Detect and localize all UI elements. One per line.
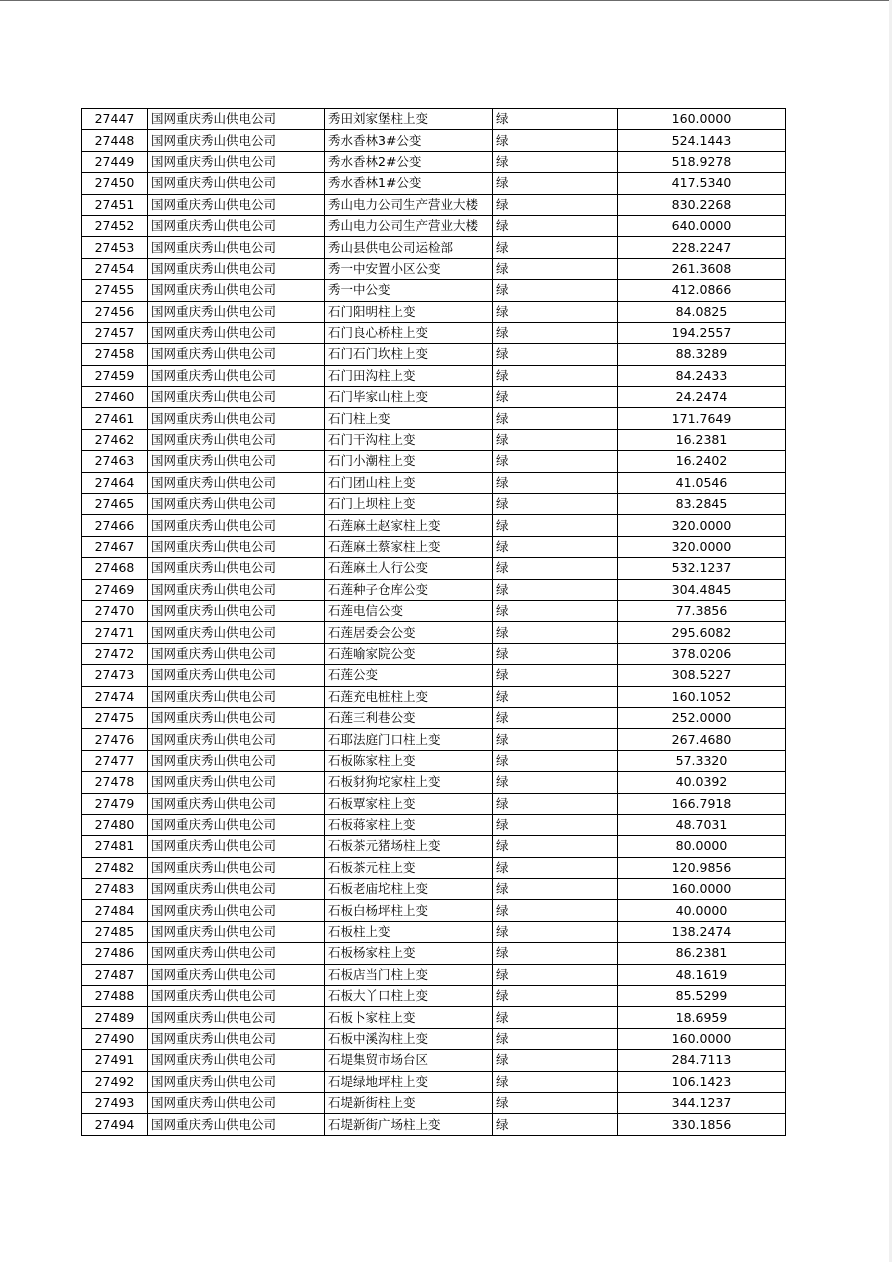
- cell-id: 27494: [82, 1114, 148, 1135]
- table-row: [82, 408, 786, 429]
- cell-value: 84.0825: [618, 301, 786, 322]
- cell-status: 绿: [493, 900, 618, 921]
- table-row: [82, 151, 786, 172]
- cell-id: 27452: [82, 215, 148, 236]
- cell-station-name: 秀山县供电公司运检部: [325, 237, 493, 258]
- cell-status: 绿: [493, 600, 618, 621]
- cell-company: 国网重庆秀山供电公司: [148, 365, 325, 386]
- cell-status: 绿: [493, 558, 618, 579]
- cell-status: 绿: [493, 707, 618, 728]
- cell-value: 48.1619: [618, 964, 786, 985]
- table-row: [82, 579, 786, 600]
- cell-value: 84.2433: [618, 365, 786, 386]
- cell-company: 国网重庆秀山供电公司: [148, 451, 325, 472]
- cell-value: 228.2247: [618, 237, 786, 258]
- table-row: [82, 943, 786, 964]
- cell-id: 27490: [82, 1028, 148, 1049]
- cell-id: 27464: [82, 472, 148, 493]
- cell-status: 绿: [493, 1092, 618, 1113]
- cell-value: 48.7031: [618, 814, 786, 835]
- cell-station-name: 石莲充电桩柱上变: [325, 686, 493, 707]
- cell-station-name: 石板陈家柱上变: [325, 750, 493, 771]
- cell-status: 绿: [493, 237, 618, 258]
- cell-station-name: 秀一中安置小区公变: [325, 258, 493, 279]
- table-row: [82, 451, 786, 472]
- table-row: [82, 729, 786, 750]
- table-row: [82, 429, 786, 450]
- cell-company: 国网重庆秀山供电公司: [148, 943, 325, 964]
- cell-company: 国网重庆秀山供电公司: [148, 686, 325, 707]
- table-row: [82, 1028, 786, 1049]
- table-row: [82, 215, 786, 236]
- table-row: [82, 750, 786, 771]
- table-row: [82, 1114, 786, 1135]
- cell-station-name: 秀水香林1#公变: [325, 173, 493, 194]
- cell-station-name: 石门石门坎柱上变: [325, 344, 493, 365]
- cell-id: 27484: [82, 900, 148, 921]
- cell-value: 16.2381: [618, 429, 786, 450]
- cell-status: 绿: [493, 921, 618, 942]
- cell-id: 27456: [82, 301, 148, 322]
- table-row: [82, 173, 786, 194]
- cell-company: 国网重庆秀山供电公司: [148, 707, 325, 728]
- cell-station-name: 石耶法庭门口柱上变: [325, 729, 493, 750]
- cell-company: 国网重庆秀山供电公司: [148, 494, 325, 515]
- cell-station-name: 石门柱上变: [325, 408, 493, 429]
- cell-station-name: 石莲电信公变: [325, 600, 493, 621]
- cell-status: 绿: [493, 173, 618, 194]
- cell-company: 国网重庆秀山供电公司: [148, 151, 325, 172]
- cell-station-name: 石莲居委会公变: [325, 622, 493, 643]
- cell-status: 绿: [493, 258, 618, 279]
- cell-value: 267.4680: [618, 729, 786, 750]
- cell-status: 绿: [493, 579, 618, 600]
- cell-id: 27482: [82, 857, 148, 878]
- table-row: [82, 1071, 786, 1092]
- cell-status: 绿: [493, 1114, 618, 1135]
- cell-id: 27459: [82, 365, 148, 386]
- cell-company: 国网重庆秀山供电公司: [148, 194, 325, 215]
- cell-station-name: 石堤集贸市场台区: [325, 1050, 493, 1071]
- cell-station-name: 石板店当门柱上变: [325, 964, 493, 985]
- cell-value: 85.5299: [618, 986, 786, 1007]
- cell-status: 绿: [493, 536, 618, 557]
- cell-id: 27488: [82, 986, 148, 1007]
- cell-id: 27493: [82, 1092, 148, 1113]
- cell-value: 40.0000: [618, 900, 786, 921]
- table-row: [82, 879, 786, 900]
- table-row: [82, 964, 786, 985]
- cell-status: 绿: [493, 387, 618, 408]
- cell-status: 绿: [493, 515, 618, 536]
- cell-company: 国网重庆秀山供电公司: [148, 515, 325, 536]
- cell-station-name: 石板茶元柱上变: [325, 857, 493, 878]
- cell-station-name: 石门良心桥柱上变: [325, 322, 493, 343]
- page-top-border: [0, 0, 892, 1]
- cell-id: 27474: [82, 686, 148, 707]
- table-row: [82, 365, 786, 386]
- table-row: [82, 643, 786, 664]
- cell-id: 27487: [82, 964, 148, 985]
- cell-company: 国网重庆秀山供电公司: [148, 772, 325, 793]
- cell-id: 27468: [82, 558, 148, 579]
- cell-value: 532.1237: [618, 558, 786, 579]
- cell-id: 27451: [82, 194, 148, 215]
- cell-value: 86.2381: [618, 943, 786, 964]
- cell-id: 27458: [82, 344, 148, 365]
- cell-status: 绿: [493, 344, 618, 365]
- cell-value: 160.0000: [618, 879, 786, 900]
- cell-station-name: 秀水香林2#公变: [325, 151, 493, 172]
- cell-value: 171.7649: [618, 408, 786, 429]
- cell-value: 18.6959: [618, 1007, 786, 1028]
- cell-company: 国网重庆秀山供电公司: [148, 600, 325, 621]
- cell-value: 160.0000: [618, 1028, 786, 1049]
- cell-company: 国网重庆秀山供电公司: [148, 536, 325, 557]
- cell-value: 24.2474: [618, 387, 786, 408]
- cell-value: 138.2474: [618, 921, 786, 942]
- cell-value: 41.0546: [618, 472, 786, 493]
- cell-company: 国网重庆秀山供电公司: [148, 1007, 325, 1028]
- cell-status: 绿: [493, 814, 618, 835]
- cell-company: 国网重庆秀山供电公司: [148, 558, 325, 579]
- cell-station-name: 石板豺狗坨家柱上变: [325, 772, 493, 793]
- cell-station-name: 石板白杨坪柱上变: [325, 900, 493, 921]
- cell-station-name: 石莲麻土蔡家柱上变: [325, 536, 493, 557]
- cell-company: 国网重庆秀山供电公司: [148, 429, 325, 450]
- cell-id: 27455: [82, 280, 148, 301]
- cell-station-name: 石板杨家柱上变: [325, 943, 493, 964]
- cell-status: 绿: [493, 109, 618, 130]
- cell-status: 绿: [493, 750, 618, 771]
- cell-station-name: 石莲麻土人行公变: [325, 558, 493, 579]
- cell-id: 27469: [82, 579, 148, 600]
- cell-id: 27489: [82, 1007, 148, 1028]
- cell-company: 国网重庆秀山供电公司: [148, 921, 325, 942]
- cell-company: 国网重庆秀山供电公司: [148, 215, 325, 236]
- cell-value: 106.1423: [618, 1071, 786, 1092]
- cell-status: 绿: [493, 215, 618, 236]
- cell-status: 绿: [493, 1071, 618, 1092]
- cell-status: 绿: [493, 879, 618, 900]
- cell-status: 绿: [493, 836, 618, 857]
- cell-station-name: 石堤新街柱上变: [325, 1092, 493, 1113]
- cell-station-name: 石堤新街广场柱上变: [325, 1114, 493, 1135]
- cell-value: 252.0000: [618, 707, 786, 728]
- cell-company: 国网重庆秀山供电公司: [148, 280, 325, 301]
- cell-company: 国网重庆秀山供电公司: [148, 322, 325, 343]
- cell-value: 83.2845: [618, 494, 786, 515]
- cell-company: 国网重庆秀山供电公司: [148, 836, 325, 857]
- cell-company: 国网重庆秀山供电公司: [148, 857, 325, 878]
- cell-status: 绿: [493, 429, 618, 450]
- table-row: [82, 1092, 786, 1113]
- table-row: [82, 665, 786, 686]
- cell-status: 绿: [493, 665, 618, 686]
- cell-status: 绿: [493, 194, 618, 215]
- cell-company: 国网重庆秀山供电公司: [148, 729, 325, 750]
- cell-value: 308.5227: [618, 665, 786, 686]
- table-row: [82, 1050, 786, 1071]
- table-row: [82, 258, 786, 279]
- cell-station-name: 石堤绿地坪柱上变: [325, 1071, 493, 1092]
- cell-company: 国网重庆秀山供电公司: [148, 237, 325, 258]
- cell-station-name: 秀山电力公司生产营业大楼: [325, 194, 493, 215]
- cell-status: 绿: [493, 793, 618, 814]
- cell-company: 国网重庆秀山供电公司: [148, 579, 325, 600]
- cell-id: 27463: [82, 451, 148, 472]
- cell-id: 27491: [82, 1050, 148, 1071]
- table-row: [82, 472, 786, 493]
- cell-id: 27460: [82, 387, 148, 408]
- cell-id: 27466: [82, 515, 148, 536]
- cell-status: 绿: [493, 1050, 618, 1071]
- cell-station-name: 石板中溪沟柱上变: [325, 1028, 493, 1049]
- table-row: [82, 686, 786, 707]
- cell-value: 640.0000: [618, 215, 786, 236]
- cell-station-name: 秀水香林3#公变: [325, 130, 493, 151]
- cell-station-name: 石门上坝柱上变: [325, 494, 493, 515]
- cell-station-name: 石板柱上变: [325, 921, 493, 942]
- cell-id: 27461: [82, 408, 148, 429]
- cell-value: 16.2402: [618, 451, 786, 472]
- cell-company: 国网重庆秀山供电公司: [148, 301, 325, 322]
- cell-company: 国网重庆秀山供电公司: [148, 408, 325, 429]
- cell-status: 绿: [493, 964, 618, 985]
- cell-station-name: 石板大丫口柱上变: [325, 986, 493, 1007]
- cell-status: 绿: [493, 622, 618, 643]
- table-row: [82, 1007, 786, 1028]
- table-row: [82, 194, 786, 215]
- cell-value: 524.1443: [618, 130, 786, 151]
- cell-company: 国网重庆秀山供电公司: [148, 900, 325, 921]
- cell-station-name: 秀田刘家堡柱上变: [325, 109, 493, 130]
- cell-status: 绿: [493, 130, 618, 151]
- cell-value: 412.0866: [618, 280, 786, 301]
- cell-station-name: 石板蒋家柱上变: [325, 814, 493, 835]
- cell-status: 绿: [493, 686, 618, 707]
- table-row: [82, 622, 786, 643]
- cell-id: 27483: [82, 879, 148, 900]
- table-row: [82, 280, 786, 301]
- cell-id: 27480: [82, 814, 148, 835]
- cell-status: 绿: [493, 1007, 618, 1028]
- cell-company: 国网重庆秀山供电公司: [148, 750, 325, 771]
- cell-value: 518.9278: [618, 151, 786, 172]
- cell-id: 27448: [82, 130, 148, 151]
- cell-station-name: 石莲三利巷公变: [325, 707, 493, 728]
- cell-id: 27471: [82, 622, 148, 643]
- cell-status: 绿: [493, 772, 618, 793]
- cell-value: 284.7113: [618, 1050, 786, 1071]
- cell-company: 国网重庆秀山供电公司: [148, 344, 325, 365]
- table-row: [82, 772, 786, 793]
- cell-value: 160.0000: [618, 109, 786, 130]
- cell-status: 绿: [493, 322, 618, 343]
- cell-station-name: 石板茶元猪场柱上变: [325, 836, 493, 857]
- table-row: [82, 387, 786, 408]
- table-row: [82, 301, 786, 322]
- cell-id: 27450: [82, 173, 148, 194]
- cell-id: 27462: [82, 429, 148, 450]
- cell-id: 27479: [82, 793, 148, 814]
- cell-company: 国网重庆秀山供电公司: [148, 879, 325, 900]
- cell-station-name: 石板卜家柱上变: [325, 1007, 493, 1028]
- cell-value: 830.2268: [618, 194, 786, 215]
- cell-value: 80.0000: [618, 836, 786, 857]
- cell-company: 国网重庆秀山供电公司: [148, 986, 325, 1007]
- cell-id: 27485: [82, 921, 148, 942]
- cell-value: 304.4845: [618, 579, 786, 600]
- cell-status: 绿: [493, 1028, 618, 1049]
- table-row: [82, 130, 786, 151]
- table-row: [82, 921, 786, 942]
- cell-company: 国网重庆秀山供电公司: [148, 173, 325, 194]
- cell-company: 国网重庆秀山供电公司: [148, 109, 325, 130]
- cell-value: 160.1052: [618, 686, 786, 707]
- cell-value: 320.0000: [618, 536, 786, 557]
- cell-station-name: 石莲公变: [325, 665, 493, 686]
- cell-company: 国网重庆秀山供电公司: [148, 387, 325, 408]
- cell-company: 国网重庆秀山供电公司: [148, 643, 325, 664]
- cell-id: 27465: [82, 494, 148, 515]
- cell-id: 27457: [82, 322, 148, 343]
- cell-value: 378.0206: [618, 643, 786, 664]
- cell-id: 27454: [82, 258, 148, 279]
- table-row: [82, 600, 786, 621]
- cell-id: 27476: [82, 729, 148, 750]
- cell-station-name: 石门毕家山柱上变: [325, 387, 493, 408]
- cell-status: 绿: [493, 643, 618, 664]
- cell-status: 绿: [493, 729, 618, 750]
- cell-station-name: 石板老庙坨柱上变: [325, 879, 493, 900]
- cell-station-name: 石莲种子仓库公变: [325, 579, 493, 600]
- cell-id: 27472: [82, 643, 148, 664]
- cell-id: 27470: [82, 600, 148, 621]
- cell-station-name: 秀山电力公司生产营业大楼: [325, 215, 493, 236]
- table-row: [82, 536, 786, 557]
- cell-station-name: 石门田沟柱上变: [325, 365, 493, 386]
- cell-value: 330.1856: [618, 1114, 786, 1135]
- cell-value: 344.1237: [618, 1092, 786, 1113]
- cell-station-name: 石门阳明柱上变: [325, 301, 493, 322]
- cell-id: 27481: [82, 836, 148, 857]
- table-row: [82, 344, 786, 365]
- cell-id: 27492: [82, 1071, 148, 1092]
- table-row: [82, 707, 786, 728]
- cell-id: 27486: [82, 943, 148, 964]
- cell-station-name: 石门团山柱上变: [325, 472, 493, 493]
- cell-status: 绿: [493, 857, 618, 878]
- cell-id: 27478: [82, 772, 148, 793]
- cell-id: 27449: [82, 151, 148, 172]
- cell-station-name: 石板覃家柱上变: [325, 793, 493, 814]
- table-body: [82, 109, 786, 1136]
- cell-status: 绿: [493, 472, 618, 493]
- cell-company: 国网重庆秀山供电公司: [148, 258, 325, 279]
- cell-value: 417.5340: [618, 173, 786, 194]
- cell-company: 国网重庆秀山供电公司: [148, 622, 325, 643]
- cell-company: 国网重庆秀山供电公司: [148, 814, 325, 835]
- cell-company: 国网重庆秀山供电公司: [148, 1114, 325, 1135]
- cell-value: 194.2557: [618, 322, 786, 343]
- table-row: [82, 109, 786, 130]
- table-row: [82, 558, 786, 579]
- table-row: [82, 836, 786, 857]
- cell-status: 绿: [493, 943, 618, 964]
- data-table: [81, 108, 786, 1136]
- cell-value: 120.9856: [618, 857, 786, 878]
- cell-company: 国网重庆秀山供电公司: [148, 1092, 325, 1113]
- cell-company: 国网重庆秀山供电公司: [148, 793, 325, 814]
- cell-company: 国网重庆秀山供电公司: [148, 472, 325, 493]
- cell-station-name: 石莲喻家院公变: [325, 643, 493, 664]
- cell-id: 27473: [82, 665, 148, 686]
- cell-company: 国网重庆秀山供电公司: [148, 130, 325, 151]
- cell-status: 绿: [493, 986, 618, 1007]
- table-row: [82, 793, 786, 814]
- cell-id: 27453: [82, 237, 148, 258]
- cell-value: 77.3856: [618, 600, 786, 621]
- cell-value: 320.0000: [618, 515, 786, 536]
- cell-status: 绿: [493, 151, 618, 172]
- cell-value: 166.7918: [618, 793, 786, 814]
- cell-id: 27447: [82, 109, 148, 130]
- cell-value: 261.3608: [618, 258, 786, 279]
- cell-status: 绿: [493, 280, 618, 301]
- table-row: [82, 494, 786, 515]
- table-row: [82, 322, 786, 343]
- cell-id: 27475: [82, 707, 148, 728]
- table-row: [82, 515, 786, 536]
- cell-status: 绿: [493, 408, 618, 429]
- cell-status: 绿: [493, 301, 618, 322]
- cell-id: 27467: [82, 536, 148, 557]
- cell-status: 绿: [493, 494, 618, 515]
- cell-company: 国网重庆秀山供电公司: [148, 665, 325, 686]
- table-row: [82, 986, 786, 1007]
- cell-company: 国网重庆秀山供电公司: [148, 964, 325, 985]
- cell-station-name: 石莲麻土赵家柱上变: [325, 515, 493, 536]
- cell-status: 绿: [493, 365, 618, 386]
- table-row: [82, 237, 786, 258]
- cell-value: 295.6082: [618, 622, 786, 643]
- cell-value: 57.3320: [618, 750, 786, 771]
- cell-station-name: 石门小潮柱上变: [325, 451, 493, 472]
- cell-company: 国网重庆秀山供电公司: [148, 1028, 325, 1049]
- table-row: [82, 857, 786, 878]
- table-row: [82, 900, 786, 921]
- cell-status: 绿: [493, 451, 618, 472]
- cell-station-name: 秀一中公变: [325, 280, 493, 301]
- cell-value: 88.3289: [618, 344, 786, 365]
- cell-company: 国网重庆秀山供电公司: [148, 1050, 325, 1071]
- cell-company: 国网重庆秀山供电公司: [148, 1071, 325, 1092]
- cell-value: 40.0392: [618, 772, 786, 793]
- cell-station-name: 石门干沟柱上变: [325, 429, 493, 450]
- cell-id: 27477: [82, 750, 148, 771]
- table-row: [82, 814, 786, 835]
